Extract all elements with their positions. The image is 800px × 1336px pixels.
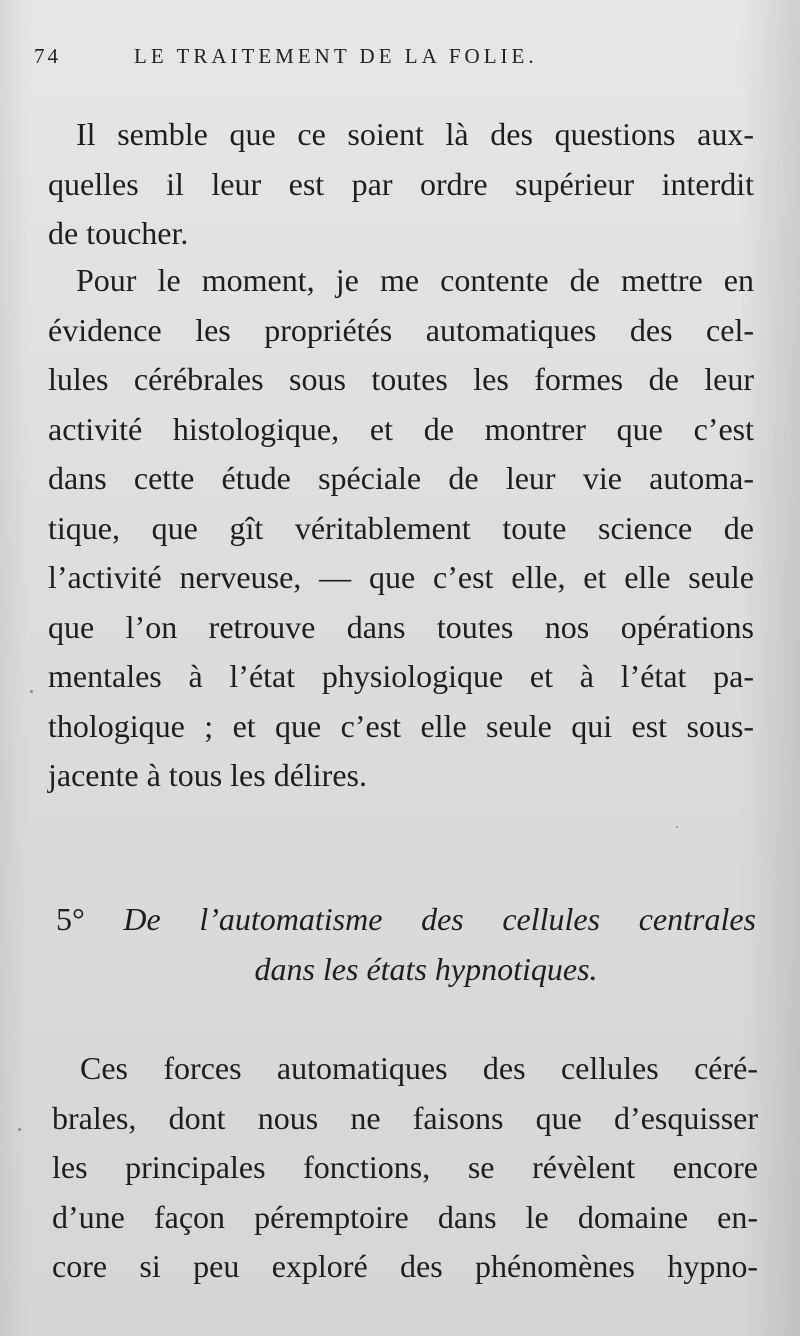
text-line: quelles il leur est par ordre supérieur interdit — [48, 165, 754, 202]
text-line: jacente à tous les délires. — [48, 757, 367, 793]
running-title: LE TRAITEMENT DE LA FOLIE. — [134, 44, 538, 68]
text-line: les principales fonctions, se révèlent encore — [52, 1149, 758, 1185]
section-heading-line-1 — [56, 894, 756, 944]
text-line: d’une façon péremptoire dans le domaine en- — [52, 1198, 758, 1235]
text-line: tique, que gît véritablement toute science de — [48, 509, 754, 546]
text-line: Il semble que ce soient là des questions aux- — [76, 116, 754, 152]
paragraph-1 — [48, 110, 754, 259]
text-line: Pour le moment, je me contente de mettre en — [76, 262, 754, 298]
text-line: mentales à l’état physiologique et à l’état pa- — [48, 658, 754, 694]
text-line: Ces forces automatiques des cellules céré- — [80, 1050, 758, 1086]
section-number: 5° — [56, 901, 85, 937]
running-head — [34, 44, 774, 76]
text-line: brales, dont nous ne faisons que d’esquisser — [52, 1099, 758, 1136]
section-title-part-2: dans les états hypnotiques. — [254, 951, 598, 987]
paper-speck — [676, 826, 678, 828]
text-line: core si peu exploré des phénomènes hypno- — [52, 1248, 758, 1284]
text-line: l’activité nerveuse, — que c’est elle, et elle seule — [48, 559, 754, 595]
paper-speck — [18, 1128, 21, 1131]
text-line: thologique ; et que c’est elle seule qui est sous- — [48, 707, 754, 744]
section-heading — [56, 894, 756, 994]
text-line: évidence les propriétés automatiques des cel- — [48, 311, 754, 348]
text-line: activité histologique, et de montrer que c’est — [48, 410, 754, 447]
text-line: de toucher. — [48, 215, 189, 251]
text-line: dans cette étude spéciale de leur vie automa- — [48, 460, 754, 496]
paragraph-3 — [52, 1044, 758, 1292]
text-line: que l’on retrouve dans toutes nos opérations — [48, 608, 754, 645]
text-line: lules cérébrales sous toutes les formes de leur — [48, 361, 754, 397]
section-title-part-1: De l’automatisme des cellules centrales — [123, 901, 757, 937]
paper-speck — [30, 690, 33, 693]
paragraph-2 — [48, 256, 754, 801]
page-number: 74 — [34, 44, 61, 68]
